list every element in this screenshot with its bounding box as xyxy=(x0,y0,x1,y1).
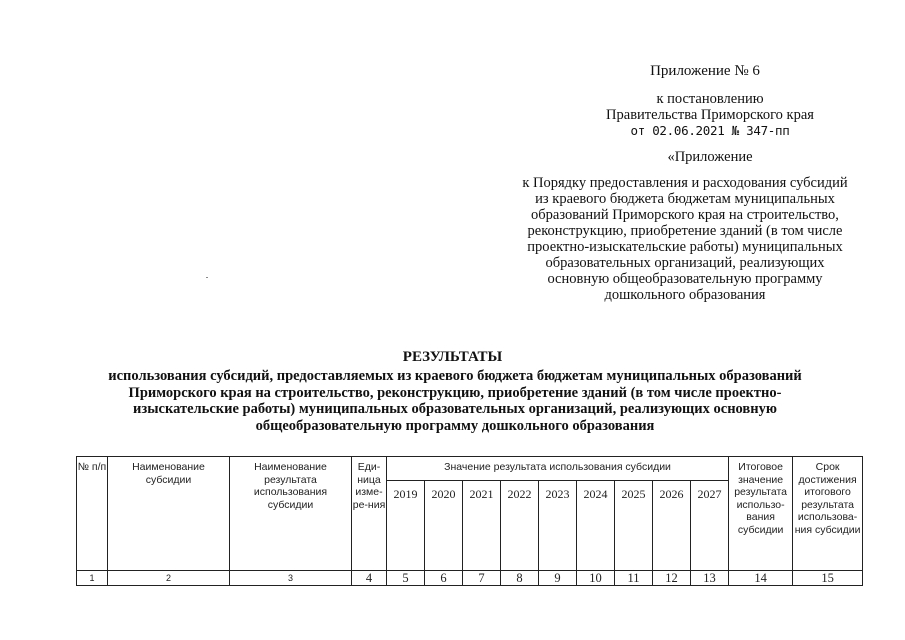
header-year: 2025 xyxy=(615,481,653,571)
header-unit: Еди-ница изме-ре-ния xyxy=(352,457,387,571)
header-year: 2026 xyxy=(653,481,691,571)
column-number: 9 xyxy=(539,571,577,586)
header-num: № п/п xyxy=(77,457,108,571)
annex-order-line: проектно-изыскательские работы) муниципальных xyxy=(527,239,843,255)
results-subtitle xyxy=(95,368,815,434)
column-number: 1 xyxy=(77,571,108,586)
annex-date-number: от 02.06.2021 № 347-пп xyxy=(630,123,790,138)
column-number: 13 xyxy=(691,571,729,586)
scan-speck xyxy=(206,277,208,278)
header-subsidy-name: Наименование субсидии xyxy=(108,457,230,571)
results-subtitle-line: изыскательские работы) муниципальных образовательных организаций, реализующих основную xyxy=(133,401,777,417)
header-year: 2019 xyxy=(387,481,425,571)
column-number: 10 xyxy=(577,571,615,586)
header-year: 2021 xyxy=(463,481,501,571)
annex-title: Приложение № 6 xyxy=(650,63,760,79)
column-number: 15 xyxy=(793,571,863,586)
annex-appendix-label: «Приложение xyxy=(667,149,753,165)
column-number: 14 xyxy=(729,571,793,586)
annex-government: Правительства Приморского края xyxy=(606,107,814,123)
annex-order-line: образовательных организаций, реализующих xyxy=(545,255,825,271)
column-number: 2 xyxy=(108,571,230,586)
header-year: 2023 xyxy=(539,481,577,571)
column-number: 7 xyxy=(463,571,501,586)
column-number: 5 xyxy=(387,571,425,586)
column-number: 12 xyxy=(653,571,691,586)
results-subtitle-line: Приморского края на строительство, реконструкцию, приобретение зданий (в том числе проектно- xyxy=(128,384,782,401)
annex-order-line: основную общеобразовательную программу xyxy=(547,271,823,287)
column-number: 3 xyxy=(230,571,352,586)
header-result-name: Наименование результата использования субсидии xyxy=(230,457,352,571)
header-year: 2024 xyxy=(577,481,615,571)
column-number-row xyxy=(77,571,863,586)
header-final-value: Итоговое значение результата использо-вания субсидии xyxy=(729,457,793,571)
annex-order-line: образований Приморского края на строительство, xyxy=(531,207,839,223)
results-subtitle-line: общеобразовательную программу дошкольного образования xyxy=(255,417,655,434)
results-subtitle-line: использования субсидий, предоставляемых из краевого бюджета бюджетам муниципальных образований xyxy=(108,368,802,384)
header-year: 2027 xyxy=(691,481,729,571)
column-number: 4 xyxy=(352,571,387,586)
header-value-group: Значение результата использования субсидии xyxy=(387,457,729,481)
annex-order-line: из краевого бюджета бюджетам муниципальных xyxy=(535,191,835,207)
results-table xyxy=(76,456,863,586)
header-year: 2022 xyxy=(501,481,539,571)
results-title: РЕЗУЛЬТАТЫ xyxy=(402,349,503,365)
header-year: 2020 xyxy=(425,481,463,571)
annex-order-line: к Порядку предоставления и расходования субсидий xyxy=(522,175,848,191)
annex-order-line: дошкольного образования xyxy=(604,287,766,303)
column-number: 11 xyxy=(615,571,653,586)
annex-order-line: реконструкцию, приобретение зданий (в том числе xyxy=(527,223,843,239)
annex-to-resolution: к постановлению xyxy=(656,91,764,107)
column-number: 6 xyxy=(425,571,463,586)
column-number: 8 xyxy=(501,571,539,586)
header-deadline: Срок достижения итогового результата использова-ния субсидии xyxy=(793,457,863,571)
annex-order-text xyxy=(505,175,865,303)
